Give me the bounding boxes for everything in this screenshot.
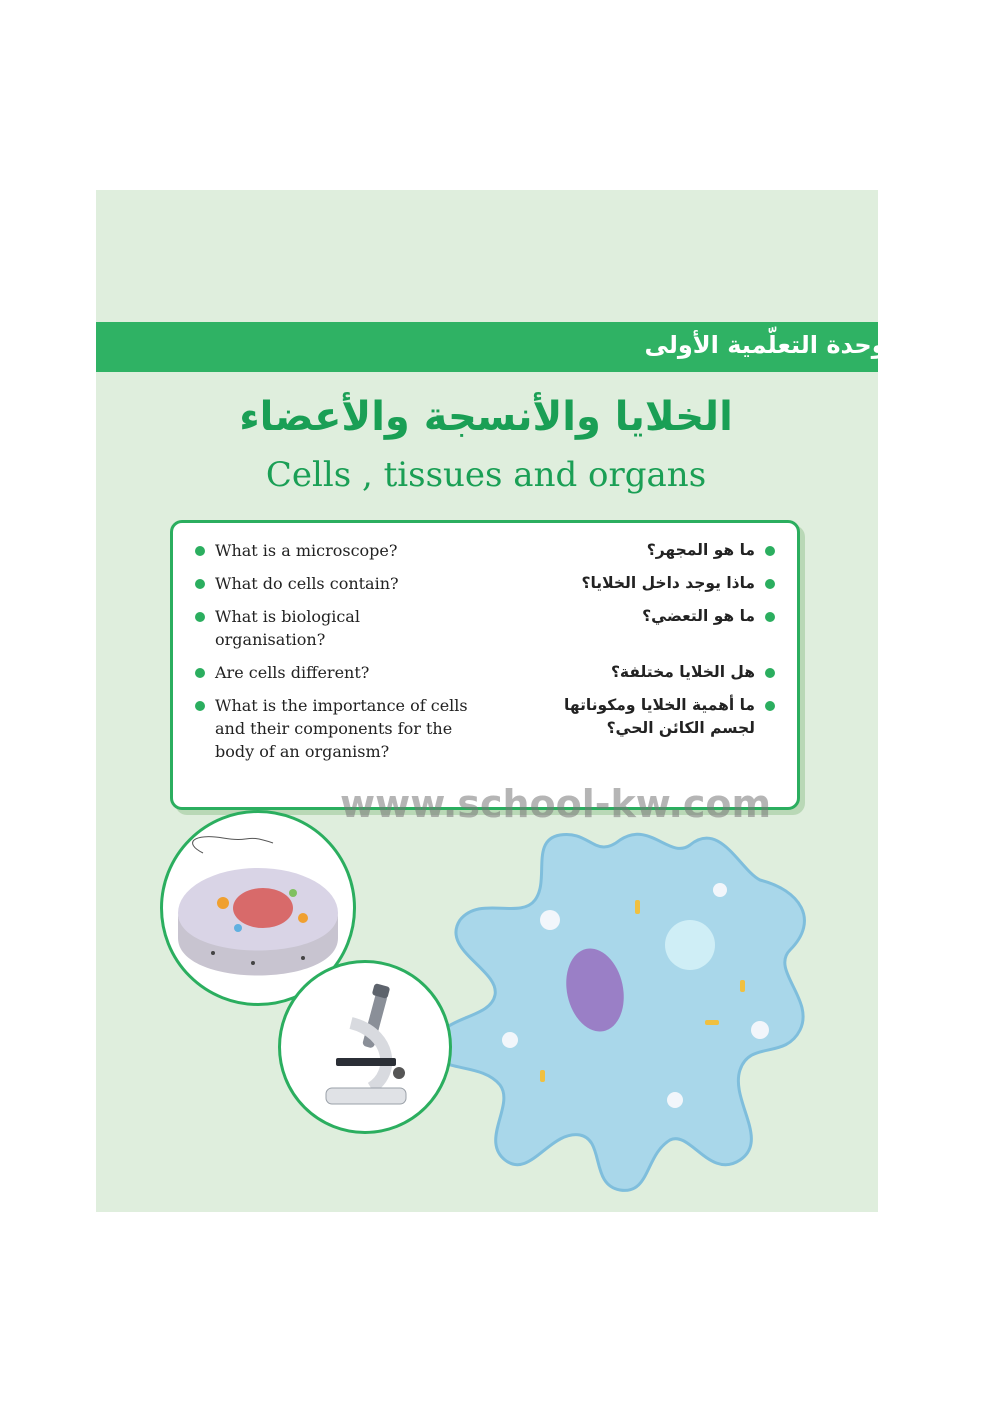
question-ar: ماذا يوجد داخل الخلايا؟ xyxy=(509,572,779,595)
unit-title: الوحدة التعلّمية الأولى xyxy=(644,331,904,359)
questions-arabic xyxy=(509,539,779,750)
question-en: What is biological organisation? xyxy=(191,605,405,651)
chapter-title-english: Cells , tissues and organs xyxy=(265,455,707,495)
question-en: What is the importance of cells and their components for the body of an organism? xyxy=(191,694,485,763)
question-ar: ما هو المجهر؟ xyxy=(509,539,779,562)
question-ar: هل الخلايا مختلفة؟ xyxy=(509,661,779,684)
bullet-icon xyxy=(195,668,205,678)
bullet-icon xyxy=(195,612,205,622)
bullet-icon xyxy=(195,701,205,711)
question-ar: ما أهمية الخلايا ومكوناتها لجسم الكائن الحي؟ xyxy=(515,694,779,740)
bullet-icon xyxy=(765,612,775,622)
questions-box xyxy=(170,520,800,810)
question-en: What do cells contain? xyxy=(191,572,481,595)
microscope-illustration xyxy=(278,960,452,1134)
question-en: What is a microscope? xyxy=(191,539,481,562)
question-ar: ما هو التعضي؟ xyxy=(509,605,779,628)
chapter-title-arabic: الخلايا والأنسجة والأعضاء xyxy=(239,394,733,440)
bullet-icon xyxy=(195,546,205,556)
bullet-icon xyxy=(765,579,775,589)
bullet-icon xyxy=(195,579,205,589)
questions-english xyxy=(191,539,481,773)
question-en: Are cells different? xyxy=(191,661,481,684)
bullet-icon xyxy=(765,701,775,711)
bullet-icon xyxy=(765,668,775,678)
bullet-icon xyxy=(765,546,775,556)
amoeba-cell-illustration xyxy=(420,800,830,1200)
watermark: www.school-kw.com xyxy=(340,782,772,826)
